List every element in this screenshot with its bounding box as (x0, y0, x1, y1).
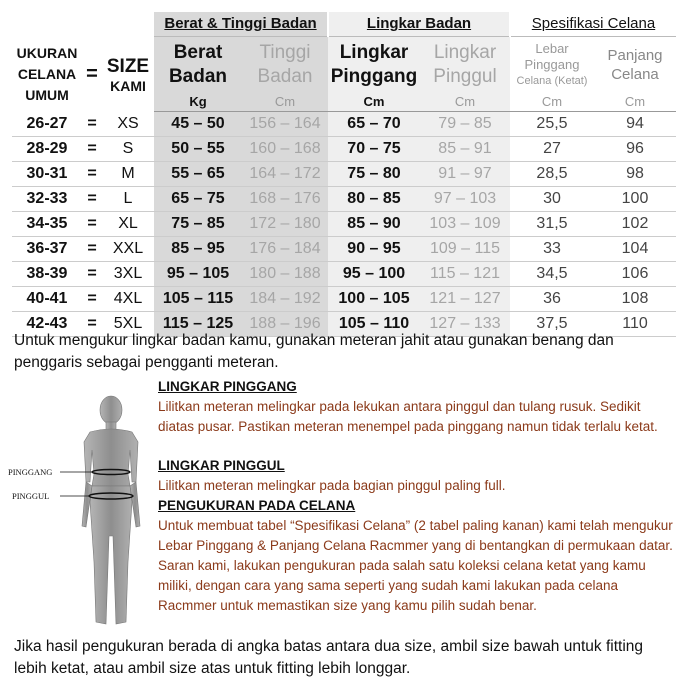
header-lebar-line2: Pinggang (524, 57, 580, 72)
guide-lingkar-pinggul (158, 456, 678, 496)
cell-lpg: 97 – 103 (420, 187, 510, 212)
cell-lp: 105 – 110 (328, 312, 420, 337)
cell-size: 4XL (102, 287, 154, 312)
guide-pinggul-title: LINGKAR PINGGUL (158, 458, 285, 473)
header-lpg-line1: Lingkar (433, 42, 497, 63)
header-lpg-line2: Pinggul (433, 66, 497, 87)
cell-lebar: 28,5 (510, 162, 594, 187)
cell-berat: 55 – 65 (154, 162, 242, 187)
cell-umum: 28-29 (12, 137, 82, 162)
footer-paragraph: Jika hasil pengukuran berada di angka batas antara dua size, ambil size bawah untuk fitting lebih ketat, atau ambil size atas untuk fitting lebih longgar. (14, 638, 644, 677)
cell-lp: 70 – 75 (328, 137, 420, 162)
cell-eq: = (82, 162, 102, 187)
cell-panjang: 110 (594, 312, 676, 337)
cell-berat: 85 – 95 (154, 237, 242, 262)
cell-lebar: 34,5 (510, 262, 594, 287)
size-row (12, 187, 676, 212)
cell-umum: 32-33 (12, 187, 82, 212)
header-equals: = (86, 62, 98, 85)
header-kami: KAMI (110, 77, 146, 94)
cell-eq: = (82, 237, 102, 262)
header-lebar-pinggang (510, 37, 594, 94)
cell-panjang: 98 (594, 162, 676, 187)
cell-berat: 115 – 125 (154, 312, 242, 337)
cell-size: XL (102, 212, 154, 237)
header-tinggi-line2: Badan (257, 66, 313, 87)
unit-lebar-pinggang: Cm (510, 93, 594, 112)
group-berat-tinggi: Berat & Tinggi Badan (154, 12, 328, 37)
group-lingkar-badan: Lingkar Badan (328, 12, 510, 37)
cell-tinggi: 160 – 168 (242, 137, 328, 162)
header-lingkar-pinggul (420, 37, 510, 94)
cell-eq: = (82, 312, 102, 337)
cell-lebar: 33 (510, 237, 594, 262)
cell-berat: 75 – 85 (154, 212, 242, 237)
cell-tinggi: 188 – 196 (242, 312, 328, 337)
cell-size: XXL (102, 237, 154, 262)
header-berat-line2: Badan (168, 66, 228, 87)
unit-berat: Kg (154, 93, 242, 112)
guide-pinggul-body: Lilitkan meteran melingkar pada bagian pinggul paling full. (158, 478, 506, 493)
header-tinggi-line1: Tinggi (259, 42, 311, 63)
column-header-row (12, 37, 676, 94)
cell-lebar: 37,5 (510, 312, 594, 337)
cell-lpg: 85 – 91 (420, 137, 510, 162)
unit-tinggi: Cm (242, 93, 328, 112)
header-berat-badan (154, 37, 242, 94)
label-pinggang: PINGGANG (8, 467, 53, 477)
cell-panjang: 104 (594, 237, 676, 262)
cell-lp: 85 – 90 (328, 212, 420, 237)
cell-lp: 100 – 105 (328, 287, 420, 312)
cell-tinggi: 184 – 192 (242, 287, 328, 312)
cell-panjang: 94 (594, 112, 676, 137)
size-rows (12, 112, 676, 337)
cell-eq: = (82, 287, 102, 312)
header-panjang-celana (594, 37, 676, 94)
header-ukuran-umum (12, 37, 82, 112)
header-lingkar-pinggang (328, 37, 420, 94)
header-lp-line2: Pinggang (330, 66, 418, 87)
header-ukuran-line2: CELANA (17, 65, 77, 82)
cell-eq: = (82, 137, 102, 162)
cell-lpg: 79 – 85 (420, 112, 510, 137)
cell-tinggi: 180 – 188 (242, 262, 328, 287)
cell-lpg: 91 – 97 (420, 162, 510, 187)
guide-pengukuran-celana (158, 496, 678, 616)
size-row (12, 262, 676, 287)
cell-lpg: 121 – 127 (420, 287, 510, 312)
cell-lp: 90 – 95 (328, 237, 420, 262)
cell-tinggi: 168 – 176 (242, 187, 328, 212)
cell-lebar: 31,5 (510, 212, 594, 237)
intro-paragraph: Untuk mengukur lingkar badan kamu, gunakan meteran jahit atau gunakan benang dan penggaris sebagai pengganti meteran. (14, 332, 614, 371)
cell-lebar: 25,5 (510, 112, 594, 137)
guide-pinggang-title: LINGKAR PINGGANG (158, 379, 297, 394)
size-row (12, 237, 676, 262)
guide-celana-title: PENGUKURAN PADA CELANA (158, 498, 356, 513)
cell-eq: = (82, 112, 102, 137)
cell-size: 5XL (102, 312, 154, 337)
cell-lpg: 109 – 115 (420, 237, 510, 262)
header-ukuran-line3: UMUM (25, 86, 69, 103)
group-header-row (12, 12, 676, 37)
cell-berat: 105 – 115 (154, 287, 242, 312)
body-measurement-figure (8, 386, 158, 636)
cell-tinggi: 164 – 172 (242, 162, 328, 187)
guide-pinggang-body: Lilitkan meteran melingkar pada lekukan antara pinggul dan tulang rusuk. Sedikit diatas pusar. Pastikan meteran menempel pada pinggang namun tidak terlalu ketat. (158, 399, 658, 434)
cell-size: 3XL (102, 262, 154, 287)
unit-lingkar-pinggul: Cm (420, 93, 510, 112)
cell-tinggi: 156 – 164 (242, 112, 328, 137)
cell-lpg: 115 – 121 (420, 262, 510, 287)
cell-umum: 26-27 (12, 112, 82, 137)
header-tinggi-badan (242, 37, 328, 94)
unit-lingkar-pinggang: Cm (328, 93, 420, 112)
cell-size: M (102, 162, 154, 187)
cell-tinggi: 176 – 184 (242, 237, 328, 262)
cell-lp: 95 – 100 (328, 262, 420, 287)
cell-panjang: 100 (594, 187, 676, 212)
cell-berat: 95 – 105 (154, 262, 242, 287)
group-spacer (12, 12, 154, 37)
unit-panjang-celana: Cm (594, 93, 676, 112)
cell-tinggi: 172 – 180 (242, 212, 328, 237)
cell-lpg: 103 – 109 (420, 212, 510, 237)
guide-lingkar-pinggang (158, 377, 678, 437)
size-row (12, 287, 676, 312)
cell-panjang: 106 (594, 262, 676, 287)
cell-berat: 45 – 50 (154, 112, 242, 137)
label-pinggul: PINGGUL (12, 491, 50, 501)
cell-umum: 36-37 (12, 237, 82, 262)
header-berat-line1: Berat (173, 42, 223, 63)
header-size-kami (102, 37, 154, 112)
cell-lebar: 27 (510, 137, 594, 162)
header-ukuran-line1: UKURAN (16, 44, 78, 61)
guide-celana-body: Untuk membuat tabel “Spesifikasi Celana” (2 tabel paling kanan) kami telah mengukur Lebar Pinggang & Panjang Celana Racmmer yang di bentangkan di permukaan datar. Saran kami, lakukan pengukuran pada salah satu koleksi celana ketat yang kamu miliki, dengan cara yang sama seperti yang sudah kami lakukan pada celana Racmmer untuk memastikan size yang kamu pilih sudah benar. (158, 518, 673, 613)
human-silhouette-icon (82, 396, 140, 624)
cell-size: XS (102, 112, 154, 137)
cell-lp: 80 – 85 (328, 187, 420, 212)
size-chart-table (12, 12, 676, 337)
cell-umum: 30-31 (12, 162, 82, 187)
cell-lebar: 30 (510, 187, 594, 212)
header-lebar-line3: Celana (Ketat) (516, 75, 588, 87)
cell-umum: 42-43 (12, 312, 82, 337)
cell-umum: 34-35 (12, 212, 82, 237)
group-spesifikasi-celana: Spesifikasi Celana (510, 12, 676, 37)
cell-lp: 75 – 80 (328, 162, 420, 187)
cell-eq: = (82, 262, 102, 287)
size-row (12, 137, 676, 162)
cell-lp: 65 – 70 (328, 112, 420, 137)
size-row (12, 212, 676, 237)
cell-panjang: 102 (594, 212, 676, 237)
cell-lebar: 36 (510, 287, 594, 312)
cell-panjang: 96 (594, 137, 676, 162)
header-size: SIZE (106, 55, 150, 77)
size-row (12, 162, 676, 187)
header-lebar-line1: Lebar (535, 41, 569, 56)
cell-size: S (102, 137, 154, 162)
size-row (12, 112, 676, 137)
cell-panjang: 108 (594, 287, 676, 312)
cell-umum: 38-39 (12, 262, 82, 287)
cell-umum: 40-41 (12, 287, 82, 312)
cell-eq: = (82, 212, 102, 237)
header-panjang-line2: Celana (611, 66, 659, 83)
cell-berat: 65 – 75 (154, 187, 242, 212)
header-lp-line1: Lingkar (339, 42, 409, 63)
cell-eq: = (82, 187, 102, 212)
header-panjang-line1: Panjang (607, 47, 663, 64)
cell-lpg: 127 – 133 (420, 312, 510, 337)
cell-berat: 50 – 55 (154, 137, 242, 162)
cell-size: L (102, 187, 154, 212)
